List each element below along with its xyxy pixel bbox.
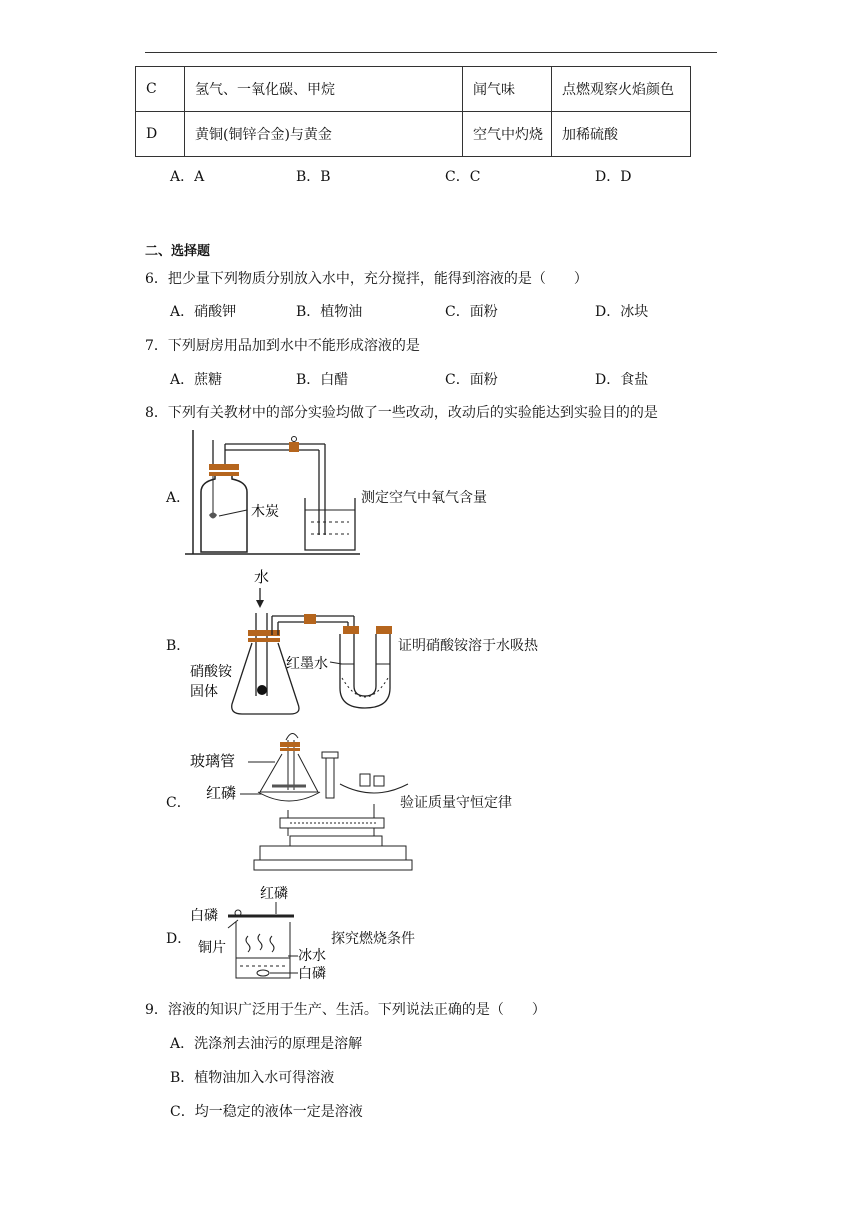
copper-sheet-label: 铜片 [198, 940, 226, 956]
table-cell: 黄铜(铜锌合金)与黄金 [185, 112, 463, 157]
white-phosphorus-bottom-label: 白磷 [298, 966, 326, 982]
option-d[interactable]: D． [166, 931, 192, 947]
combustion-apparatus [188, 884, 338, 984]
balance-apparatus [190, 726, 410, 876]
caption-b: 证明硝酸铵溶于水吸热 [398, 638, 538, 654]
salt-label: 硝酸铵 [190, 664, 232, 680]
charcoal-label: 木炭 [251, 504, 279, 520]
header-rule [145, 52, 717, 53]
option-c[interactable]: C． [166, 795, 191, 811]
table-cell: 点燃观察火焰颜色 [552, 67, 691, 112]
table-cell: 空气中灼烧 [463, 112, 552, 157]
ink-label: 红墨水 [286, 656, 328, 672]
ammonium-nitrate-apparatus [190, 568, 400, 718]
options-table [135, 66, 691, 157]
question-9-stem: 9．溶液的知识广泛用于生产、生活。下列说法正确的是（ ） [145, 1002, 546, 1018]
option-b[interactable]: B． [166, 638, 191, 654]
option-a[interactable]: A．洗涤剂去油污的原理是溶解 [170, 1036, 363, 1052]
option-d[interactable]: D．D [595, 169, 632, 185]
phosphorus-label: 红磷 [206, 784, 237, 802]
option-b[interactable]: B．植物油加入水可得溶液 [170, 1070, 335, 1086]
option-b[interactable]: B．白醋 [296, 372, 349, 388]
option-c[interactable]: C．面粉 [445, 304, 498, 320]
table-cell: D [136, 112, 185, 157]
white-phosphorus-top-label: 白磷 [190, 908, 218, 924]
caption-c: 验证质量守恒定律 [400, 795, 512, 811]
table-cell: 加稀硫酸 [552, 112, 691, 157]
question-8-stem: 8．下列有关教材中的部分实验均做了一些改动，改动后的实验能达到实验目的的是 [145, 405, 658, 421]
option-a[interactable]: A．硝酸钾 [170, 304, 237, 320]
option-b[interactable]: B．B [296, 169, 331, 185]
table-row [136, 112, 691, 157]
option-b[interactable]: B．植物油 [296, 304, 363, 320]
tube-label: 玻璃管 [190, 752, 236, 770]
option-a[interactable]: A．A [170, 169, 205, 185]
ice-water-label: 冰水 [298, 948, 326, 964]
option-d[interactable]: D．食盐 [595, 372, 649, 388]
caption-d: 探究燃烧条件 [331, 931, 415, 947]
table-cell: 闻气味 [463, 67, 552, 112]
option-a[interactable]: A．蔗糖 [170, 372, 223, 388]
option-c[interactable]: C．面粉 [445, 372, 498, 388]
salt-label-2: 固体 [190, 684, 218, 700]
caption-a: 测定空气中氧气含量 [361, 490, 487, 506]
option-c[interactable]: C．C [445, 169, 481, 185]
option-d[interactable]: D．冰块 [595, 304, 649, 320]
table-row [136, 67, 691, 112]
red-phosphorus-label: 红磷 [260, 886, 288, 902]
question-7-stem: 7．下列厨房用品加到水中不能形成溶液的是 [145, 338, 420, 354]
oxygen-test-apparatus [185, 430, 365, 560]
table-cell: 氢气、一氧化碳、甲烷 [185, 67, 463, 112]
option-a[interactable]: A． [166, 490, 191, 506]
option-c[interactable]: C．均一稳定的液体一定是溶液 [170, 1104, 363, 1120]
water-label: 水 [254, 568, 270, 586]
question-6-stem: 6．把少量下列物质分别放入水中，充分搅拌，能得到溶液的是（ ） [145, 271, 588, 287]
section-title: 二、选择题 [145, 244, 211, 259]
table-cell: C [136, 67, 185, 112]
